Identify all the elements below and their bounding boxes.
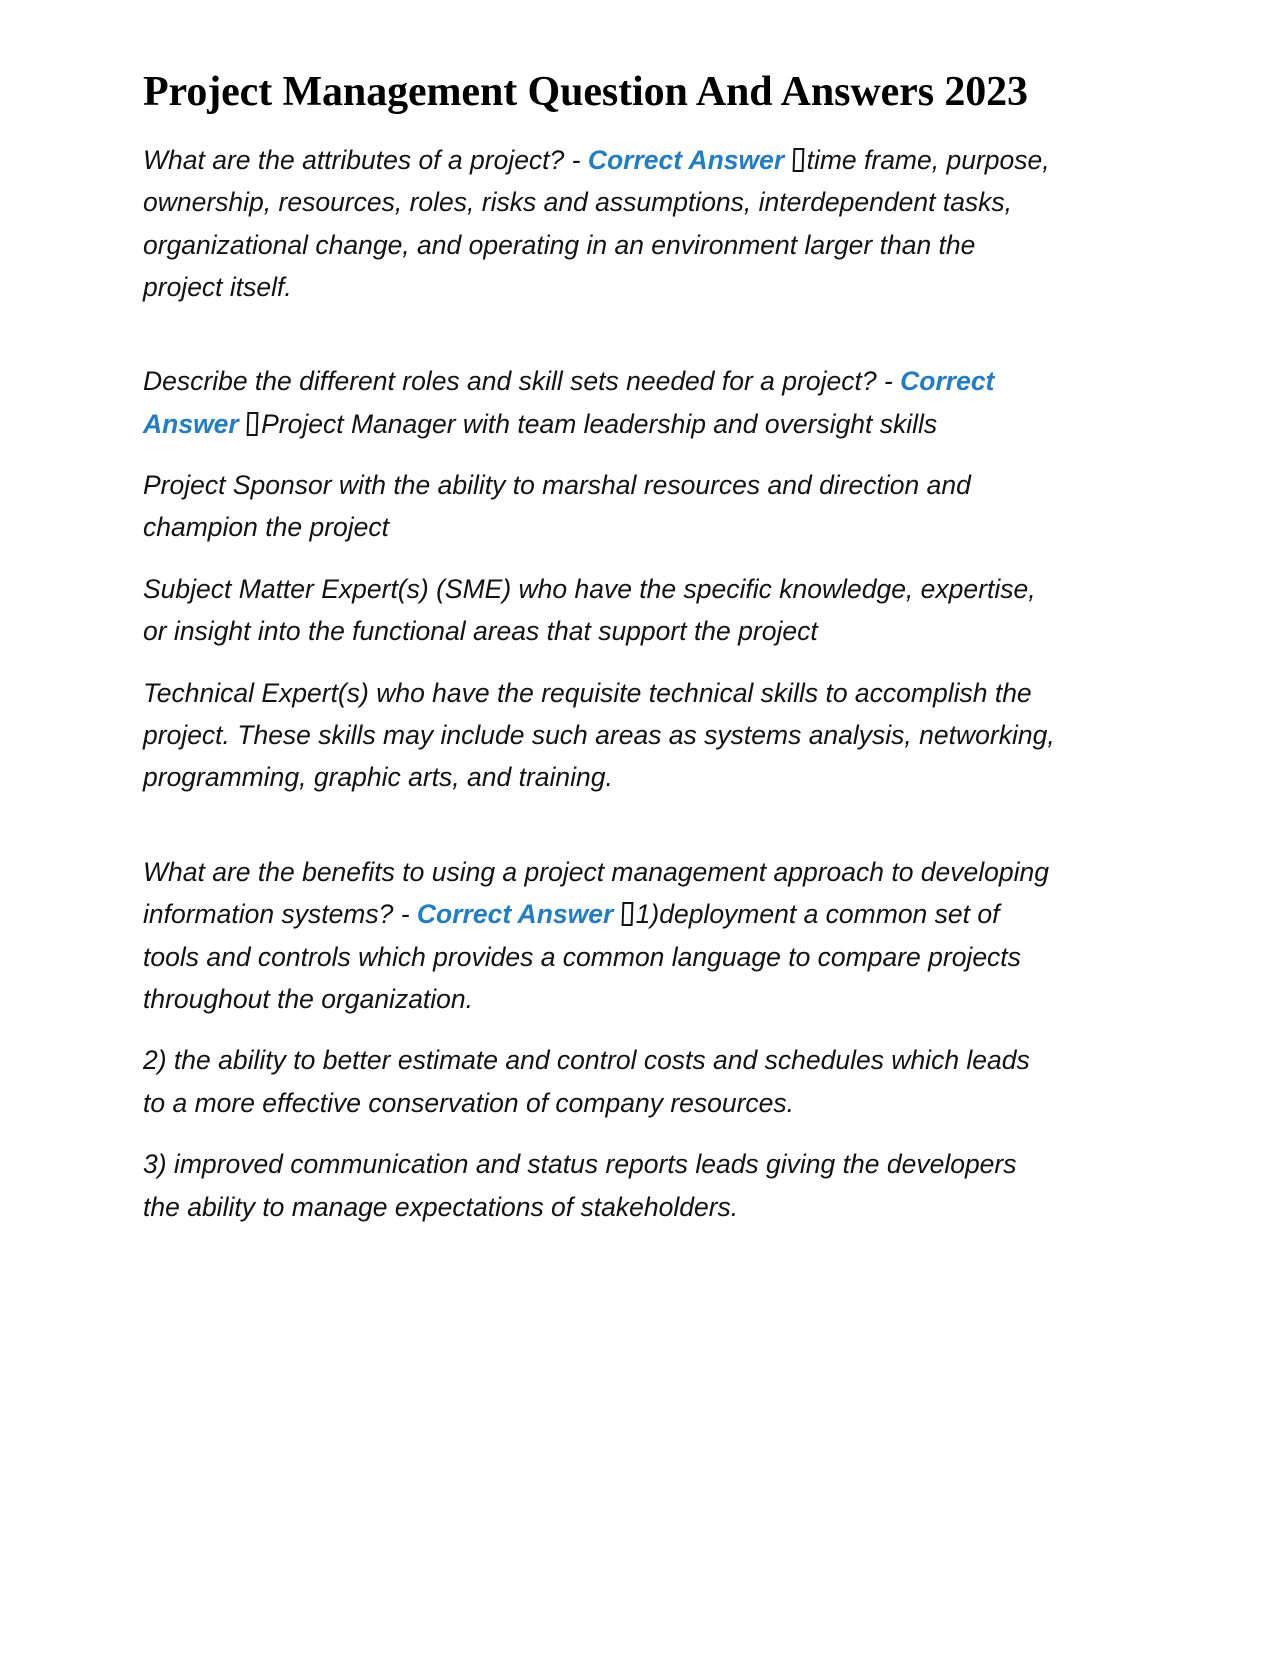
answer-text-1: time frame, purpose, ownership, resources, roles, risks and assumptions, interdependent tasks, organizational change, and operating in an environment larger than the project itself. (143, 144, 1050, 302)
correct-answer-label-1: Correct Answer (587, 144, 785, 175)
qa-block-3 (143, 851, 1058, 1228)
correct-answer-label-2: Correct Answer (143, 366, 995, 439)
answer-text-2: Project Manager with team leadership and oversight skills (261, 408, 938, 439)
missing-glyph-icon (621, 902, 633, 926)
document-content (143, 68, 1058, 1228)
correct-answer-label-3: Correct Answer (416, 899, 614, 930)
qa-extra-paragraph: 3) improved communication and status reports leads giving the developers the ability to manage expectations of stakeholders. (143, 1149, 1017, 1222)
qa-primary-paragraph (143, 851, 1058, 1021)
qa-extra-paragraph: Project Sponsor with the ability to marshal resources and direction and champion the project (143, 470, 971, 543)
qa-extra-paragraph: 2) the ability to better estimate and control costs and schedules which leads to a more effective conservation of company resources. (143, 1045, 1030, 1118)
question-text-3: What are the benefits to using a project management approach to developing information systems? - (143, 856, 1049, 930)
qa-extra-paragraph: Subject Matter Expert(s) (SME) who have the specific knowledge, expertise, or insight into the functional areas that support the project (143, 573, 1036, 647)
question-text-1: What are the attributes of a project? - (143, 144, 588, 175)
answer-text-3: 1)deployment a common set of tools and controls which provides a common language to compare projects throughout the organization. (143, 899, 1021, 1014)
missing-glyph-icon (247, 412, 259, 436)
qa-extra-paragraph: Technical Expert(s) who have the requisite technical skills to accomplish the project. These skills may include such areas as systems analysis, networking, programming, graphic arts, and training. (143, 677, 1055, 793)
question-text-2: Describe the different roles and skill sets needed for a project? - (143, 366, 901, 397)
page-title: Project Management Question And Answers 2023 (143, 69, 1028, 115)
qa-block-2 (143, 360, 1058, 799)
qa-primary-paragraph (143, 139, 1058, 309)
qa-primary-paragraph (143, 360, 1058, 445)
missing-glyph-icon (792, 148, 804, 172)
qa-block-1 (143, 139, 1058, 309)
